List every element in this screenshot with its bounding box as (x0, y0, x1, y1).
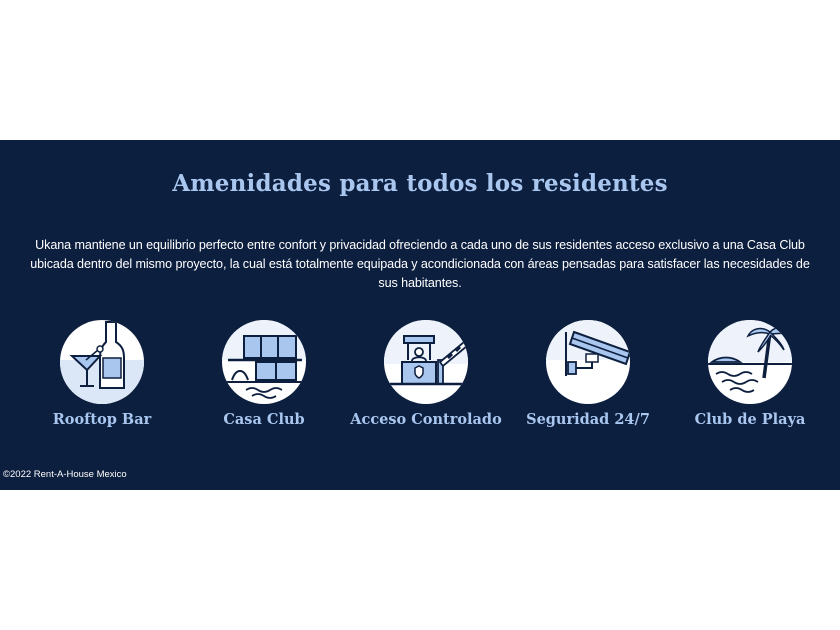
amenity-casa-club (174, 320, 354, 435)
amenity-label: Rooftop Bar (52, 411, 152, 428)
amenity-label: Club de Playa (694, 411, 806, 428)
amenity-label: Acceso Controlado (350, 411, 502, 428)
amenity-club-de-playa (660, 320, 840, 435)
section-description: Ukana mantiene un equilibrio perfecto entre confort y privacidad ofreciendo a cada uno de sus residentes acceso exclusivo a una Casa Club ubicada dentro del mismo proyecto, la cual está totalmente equipada y acondicionada con áreas pensadas para satisfacer las necesidades de sus habitantes. (30, 238, 810, 290)
amenity-seguridad (498, 320, 678, 435)
amenity-label: Casa Club (223, 411, 305, 428)
guard-booth-icon (384, 320, 468, 404)
amenity-rooftop-bar (12, 320, 192, 435)
beach-palm-icon (708, 320, 792, 404)
amenities-banner (0, 140, 840, 490)
amenity-label: Seguridad 24/7 (526, 411, 650, 428)
amenity-acceso-controlado (336, 320, 516, 435)
section-title: Amenidades para todos los residentes (172, 170, 668, 197)
clubhouse-icon (222, 320, 306, 404)
security-camera-icon (546, 320, 630, 404)
cocktail-bottle-icon (60, 320, 144, 404)
copyright-text: ©2022 Rent-A-House Mexico (3, 469, 127, 480)
